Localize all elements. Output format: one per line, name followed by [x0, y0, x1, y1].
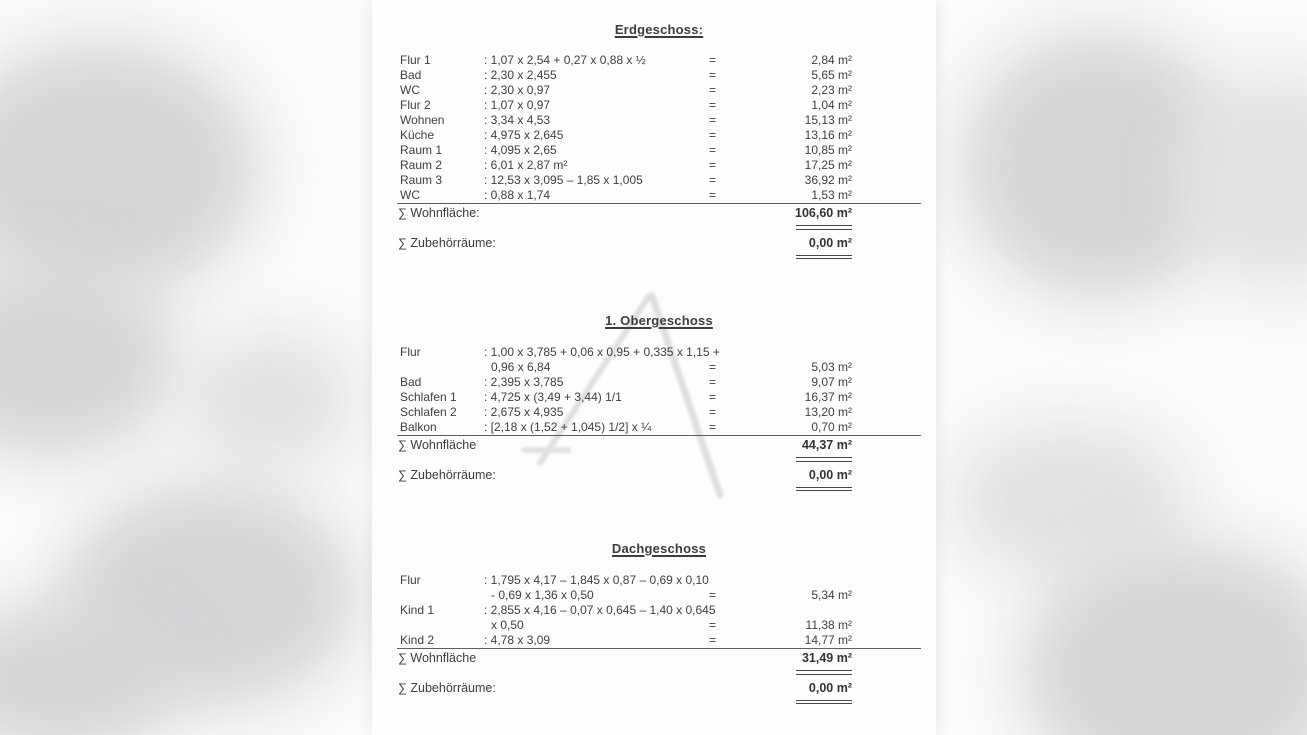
- dimension-formula: : 2,30 x 2,455: [484, 68, 557, 82]
- sum-value: 106,60 m²: [795, 206, 852, 220]
- sum-label: ∑ Wohnfläche:: [398, 206, 480, 220]
- room-label: Wohnen: [400, 113, 445, 127]
- area-value: 11,38 m²: [805, 618, 852, 632]
- equals-sign: =: [709, 98, 717, 112]
- room-label: [400, 618, 484, 633]
- equals-sign: =: [709, 375, 717, 389]
- equals-sign: =: [709, 405, 717, 419]
- dimension-formula: : 2,675 x 4,935: [484, 405, 564, 419]
- equals-sign: =: [709, 113, 717, 127]
- dimension-formula: : 0,88 x 1,74: [484, 188, 551, 202]
- dimension-formula: 0,96 x 6,84: [491, 360, 551, 374]
- equals-sign: =: [709, 390, 717, 404]
- room-row: [397, 633, 921, 648]
- equals-sign: =: [709, 618, 717, 632]
- dimension-formula: : 1,00 x 3,785 + 0,06 x 0,95 + 0,335 x 1,15 +: [484, 345, 720, 359]
- section-heading: Dachgeschoss: [611, 541, 707, 556]
- equals-sign: =: [709, 420, 717, 434]
- equals-sign: =: [709, 633, 717, 647]
- section-heading: 1. Obergeschoss: [605, 313, 713, 328]
- area-value: 5,34 m²: [811, 588, 852, 602]
- equals-sign: =: [709, 68, 717, 82]
- room-label: Schlafen 1: [400, 390, 457, 404]
- dimension-formula: : 6,01 x 2,87 m²: [484, 158, 568, 172]
- room-label: WC: [400, 188, 420, 202]
- section-body: [397, 573, 921, 704]
- background-blob: [180, 330, 360, 470]
- area-value: 10,85 m²: [804, 143, 852, 157]
- room-label: Raum 2: [400, 158, 443, 172]
- equals-sign: =: [709, 173, 717, 187]
- equals-sign: =: [709, 83, 717, 97]
- dimension-formula: : 2,395 x 3,785: [484, 375, 564, 389]
- dimension-formula: : 1,07 x 2,54 + 0,27 x 0,88 x ½: [484, 53, 646, 67]
- area-value: 1,53 m²: [811, 188, 852, 202]
- floor-section: [397, 0, 921, 735]
- dimension-formula: : 4,975 x 2,645: [484, 128, 564, 142]
- area-value: 1,04 m²: [811, 98, 852, 112]
- dimension-formula: : 3,34 x 4,53: [484, 113, 551, 127]
- room-row: [397, 588, 921, 603]
- section-heading: Erdgeschoss:: [614, 22, 704, 37]
- area-value: 15,13 m²: [804, 113, 852, 127]
- sum-value: 31,49 m²: [801, 651, 852, 665]
- room-label: Kind 1: [400, 603, 435, 617]
- dimension-formula: : 2,855 x 4,16 – 0,07 x 0,645 – 1,40 x 0,645: [484, 603, 716, 617]
- room-label: Flur: [400, 573, 421, 587]
- dimension-formula: : 1,795 x 4,17 – 1,845 x 0,87 – 0,69 x 0,10: [484, 573, 709, 587]
- room-label: Kind 2: [400, 633, 435, 647]
- sum-value: 44,37 m²: [801, 438, 852, 452]
- area-value: 2,23 m²: [811, 83, 852, 97]
- room-label: Schlafen 2: [400, 405, 457, 419]
- equals-sign: =: [709, 158, 717, 172]
- room-label: Küche: [400, 128, 435, 142]
- room-label: Raum 1: [400, 143, 443, 157]
- dimension-formula: : 4,095 x 2,65: [484, 143, 557, 157]
- room-row: [397, 603, 921, 618]
- room-label: Flur 2: [400, 98, 431, 112]
- equals-sign: =: [709, 360, 717, 374]
- room-label: Balkon: [400, 420, 437, 434]
- room-row: [397, 618, 921, 633]
- equals-sign: =: [709, 588, 717, 602]
- room-label: Flur 1: [400, 53, 431, 67]
- equals-sign: =: [709, 188, 717, 202]
- area-value: [731, 603, 852, 618]
- sum-row: [397, 649, 921, 666]
- equals-sign: =: [709, 143, 717, 157]
- area-value: 13,16 m²: [804, 128, 852, 142]
- area-value: 9,07 m²: [811, 375, 852, 389]
- room-label: Bad: [400, 68, 422, 82]
- area-value: 14,77 m²: [804, 633, 852, 647]
- area-value: 16,37 m²: [804, 390, 852, 404]
- room-label: [400, 588, 484, 603]
- area-value: 17,25 m²: [804, 158, 852, 172]
- dimension-formula: : 1,07 x 0,97: [484, 98, 551, 112]
- sum-label: ∑ Zubehörräume:: [398, 680, 496, 695]
- area-value: [731, 573, 852, 588]
- sum-label: ∑ Zubehörräume:: [398, 467, 496, 482]
- area-value: 0,70 m²: [811, 420, 852, 434]
- equals-sign: [709, 603, 731, 618]
- dimension-formula: : 2,30 x 0,97: [484, 83, 551, 97]
- room-label: Flur: [400, 345, 421, 359]
- area-value: 5,65 m²: [811, 68, 852, 82]
- sum-label: ∑ Wohnfläche: [398, 651, 477, 665]
- sum-value: 0,00 m²: [808, 467, 852, 482]
- equals-sign: =: [709, 128, 717, 142]
- sum-value: 0,00 m²: [808, 235, 852, 250]
- dimension-formula: : 4,725 x (3,49 + 3,44) 1/1: [484, 390, 622, 404]
- room-label: Raum 3: [400, 173, 443, 187]
- double-underline: [796, 670, 852, 675]
- room-label: Bad: [400, 375, 422, 389]
- dimension-formula: : 4,78 x 3,09: [484, 633, 551, 647]
- sum-row: [397, 679, 921, 696]
- area-value: 36,92 m²: [804, 173, 852, 187]
- sum-value: 0,00 m²: [808, 680, 852, 695]
- room-row: [397, 573, 921, 588]
- sum-label: ∑ Wohnfläche: [398, 438, 477, 452]
- dimension-formula: x 0,50: [491, 618, 524, 632]
- area-value: 2,84 m²: [811, 53, 852, 67]
- room-label: WC: [400, 83, 420, 97]
- dimension-formula: - 0,69 x 1,36 x 0,50: [491, 588, 594, 602]
- area-value: 13,20 m²: [804, 405, 852, 419]
- area-value: 5,03 m²: [811, 360, 852, 374]
- equals-sign: =: [709, 53, 717, 67]
- sum-label: ∑ Zubehörräume:: [398, 235, 496, 250]
- double-underline: [796, 700, 852, 705]
- document-page: [372, 0, 936, 735]
- dimension-formula: : [2,18 x (1,52 + 1,045) 1/2] x ¼: [484, 420, 652, 434]
- dimension-formula: : 12,53 x 3,095 – 1,85 x 1,005: [484, 173, 643, 187]
- equals-sign: [709, 573, 731, 588]
